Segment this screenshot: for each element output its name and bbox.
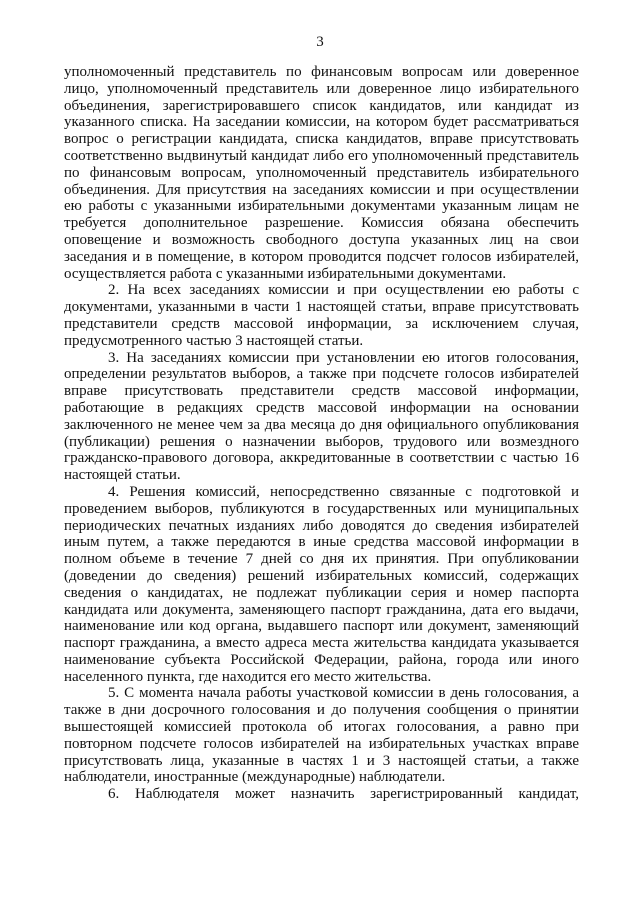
paragraph-6: 6. Наблюдателя может назначить зарегистрированный кандидат,	[108, 786, 579, 803]
page-number: 3	[316, 34, 324, 50]
paragraph-2: 2. На всех заседаниях комиссии и при осуществлении ею работы с документами, указанными в части 1 настоящей статьи, вправе присутствовать представители средств массовой информации, за исключением случая, предусмотренного частью 3 настоящей статьи.	[64, 282, 579, 349]
paragraph-4: 4. Решения комиссий, непосредственно связанные с подготовкой и проведением выборов, публикуются в государственных или муниципальных периодических печатных изданиях либо доводятся до сведения избирателей иным путем, а также передаются в иные средства массовой информации в полном объеме в течение 7 дней со дня их принятия. При опубликовании (доведении до сведения) решений избирательных комиссий, содержащих сведения о кандидатах, не подлежат публикации серия и номер паспорта кандидата или документа, заменяющего паспорт гражданина, дата его выдачи, наименование или код органа, выдавшего паспорт или документ, заменяющий паспорт гражданина, а вместо адреса места жительства кандидата указывается наименование субъекта Российской Федерации, района, города или иного населенного пункта, где находится его место жительства.	[64, 483, 579, 685]
paragraph-5: 5. С момента начала работы участковой комиссии в день голосования, а также в дни досрочного голосования и до получения сообщения о принятии вышестоящей комиссией протокола об итогах голосования, а равно при повторном подсчете голосов избирателей на избирательных участках вправе присутствовать лица, указанные в частях 1 и 3 настоящей статьи, а также наблюдатели, иностранные (международные) наблюдатели.	[64, 685, 579, 786]
paragraph-3: 3. На заседаниях комиссии при установлении ею итогов голосования, определении результатов выборов, а также при подсчете голосов избирателей вправе присутствовать представители средств массовой информации, работающие в редакциях средств массовой информации на основании заключенного не менее чем за два месяца до дня официального опубликования (публикации) решения о назначении выборов, трудового или возмездного гражданско-правового договора, аккредитованные в соответствии с частью 16 настоящей статьи.	[64, 349, 579, 484]
paragraph-continuation: уполномоченный представитель по финансовым вопросам или доверенное лицо, уполномоченный представитель или доверенное лицо избирательного объединения, зарегистрировавшего список кандидатов, или кандидат из указанного списка. На заседании комиссии, на котором будет рассматриваться вопрос о регистрации кандидата, списка кандидатов, вправе присутствовать соответственно выдвинутый кандидат либо его уполномоченный представитель по финансовым вопросам, уполномоченный представитель избирательного объединения. Для присутствия на заседаниях комиссии и при осуществлении ею работы с указанными избирательными документами указанным лицам не требуется дополнительное разрешение. Комиссия обязана обеспечить оповещение и возможность свободного доступа указанных лиц на свои заседания и в помещение, в котором проводится подсчет голосов избирателей, осуществляется работа с указанными избирательными документами.	[64, 64, 579, 282]
document-body	[64, 64, 579, 803]
